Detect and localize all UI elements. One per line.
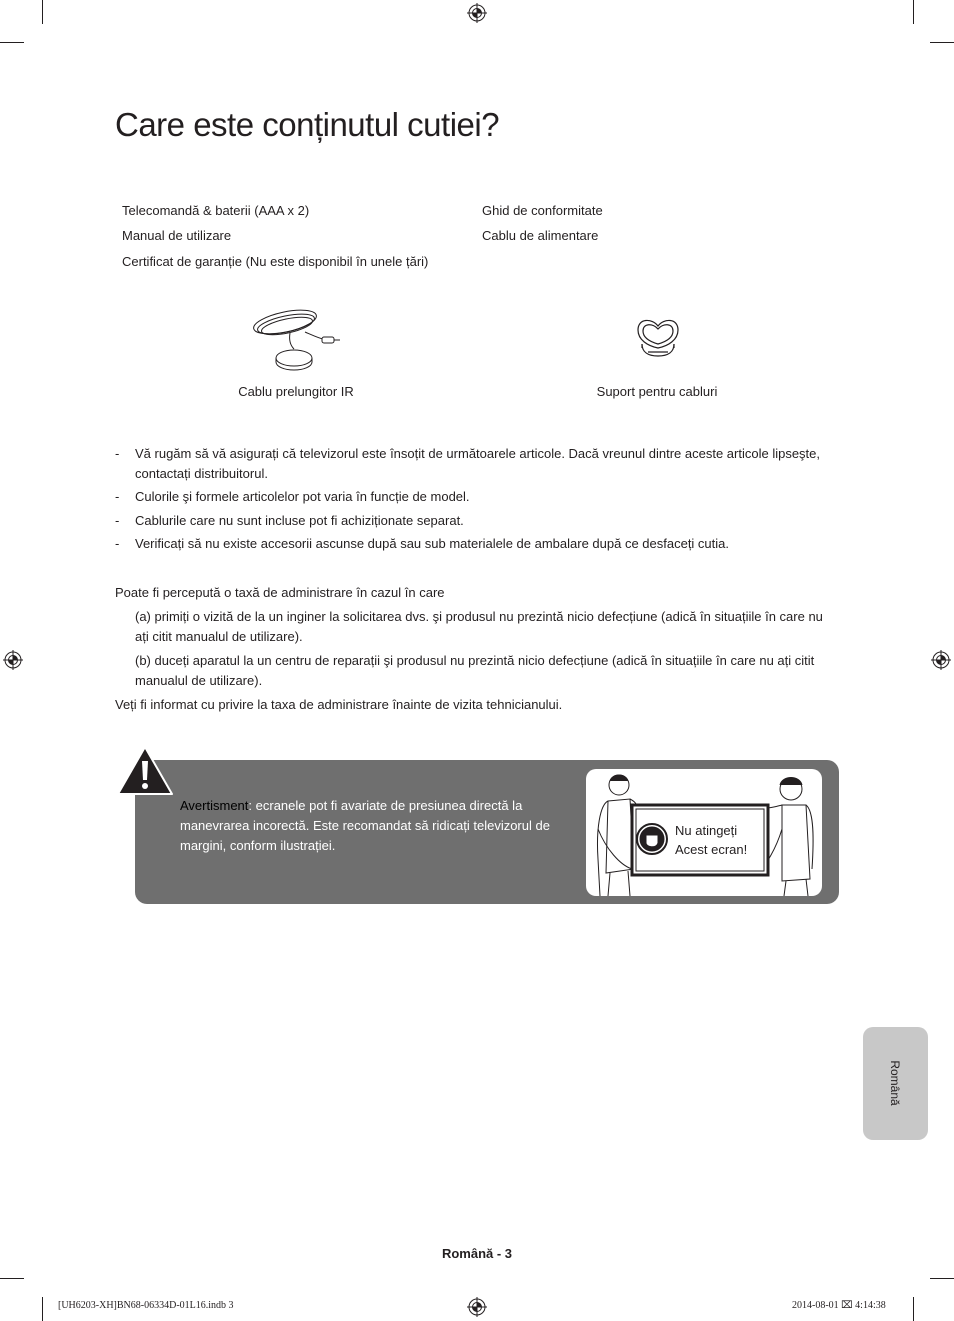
note-marker: - xyxy=(115,513,120,528)
page-title: Care este conținutul cutiei? xyxy=(115,106,500,143)
fee-intro: Poate fi percepută o taxă de administrare în cazul în care xyxy=(115,585,445,600)
registration-mark-icon xyxy=(3,650,23,670)
cable-holder-icon xyxy=(634,316,682,360)
note-item xyxy=(115,444,835,484)
registration-mark-icon xyxy=(931,650,951,670)
crop-mark xyxy=(0,1278,24,1279)
note-marker: - xyxy=(115,489,120,504)
note-text: Cablurile care nu sunt incluse pot fi achiziționate separat. xyxy=(135,513,464,528)
print-slug-right: 2014-08-01 ⌧ 4:14:38 xyxy=(792,1300,886,1311)
fee-outro: Veți fi informat cu privire la taxa de administrare înainte de vizita tehnicianului. xyxy=(115,697,563,712)
ir-extender-cable-icon xyxy=(250,305,342,373)
tv-screen-text-line1: Nu atingeți xyxy=(675,823,738,838)
contents-item: Certificat de garanție (Nu este disponibil în unele țări) xyxy=(122,254,429,269)
crop-mark xyxy=(913,0,914,24)
language-side-tab xyxy=(863,1027,928,1140)
print-slug-left: [UH6203-XH]BN68-06334D-01L16.indb 3 xyxy=(58,1300,234,1311)
contents-item: Telecomandă & baterii (AAA x 2) xyxy=(122,203,310,218)
warning-label: Avertisment xyxy=(180,798,249,813)
crop-mark xyxy=(930,42,954,43)
crop-mark xyxy=(42,0,43,24)
note-text: Culorile şi formele articolelor pot varia în funcție de model. xyxy=(135,489,470,504)
note-marker: - xyxy=(115,536,120,551)
crop-mark xyxy=(42,1297,43,1321)
page-footer: Română - 3 xyxy=(441,1246,513,1261)
crop-mark xyxy=(0,42,24,43)
accessory-caption: Suport pentru cabluri xyxy=(596,384,718,399)
crop-mark xyxy=(930,1278,954,1279)
warning-text xyxy=(180,796,560,856)
fee-case-a: (a) primiți o vizită de la un inginer la solicitarea dvs. şi produsul nu prezintă nicio defecțiune (adică în situațiile în care nu ați citit manualul de utilizare). xyxy=(135,609,823,644)
warning-triangle-icon xyxy=(116,745,174,797)
tv-screen-text-line2: Acest ecran! xyxy=(675,842,748,857)
contents-item: Cablu de alimentare xyxy=(482,228,599,243)
fee-case-b: (b) duceți aparatul la un centru de reparații şi produsul nu prezintă nicio defecțiune (adică în situațiile în care nu ați citit manualul de utilizare). xyxy=(135,653,815,688)
crop-mark xyxy=(913,1297,914,1321)
note-text: Verificați să nu existe accesorii ascunse după sau sub materialele de ambalare după ce desfaceți cutia. xyxy=(135,536,730,551)
note-item xyxy=(115,511,835,531)
contents-item: Manual de utilizare xyxy=(122,228,232,243)
note-item xyxy=(115,487,835,507)
registration-mark-icon xyxy=(467,3,487,23)
tv-handling-illustration xyxy=(586,769,822,896)
warning-body: : ecranele pot fi avariate de presiunea directă la manevrarea incorectă. Este recomandat să ridicați televizorul de margini, conform ilustrației. xyxy=(180,798,550,853)
note-marker: - xyxy=(115,446,120,461)
note-text: Vă rugăm să vă asigurați că televizorul este însoțit de următoarele articole. Dacă vreunul dintre aceste articole lipseşte, contactați distribuitorul. xyxy=(135,446,821,481)
accessory-caption: Cablu prelungitor IR xyxy=(238,384,354,399)
language-side-tab-label: Română xyxy=(888,1060,902,1106)
registration-mark-icon xyxy=(467,1297,487,1317)
note-item xyxy=(115,534,835,554)
contents-item: Ghid de conformitate xyxy=(482,203,603,218)
